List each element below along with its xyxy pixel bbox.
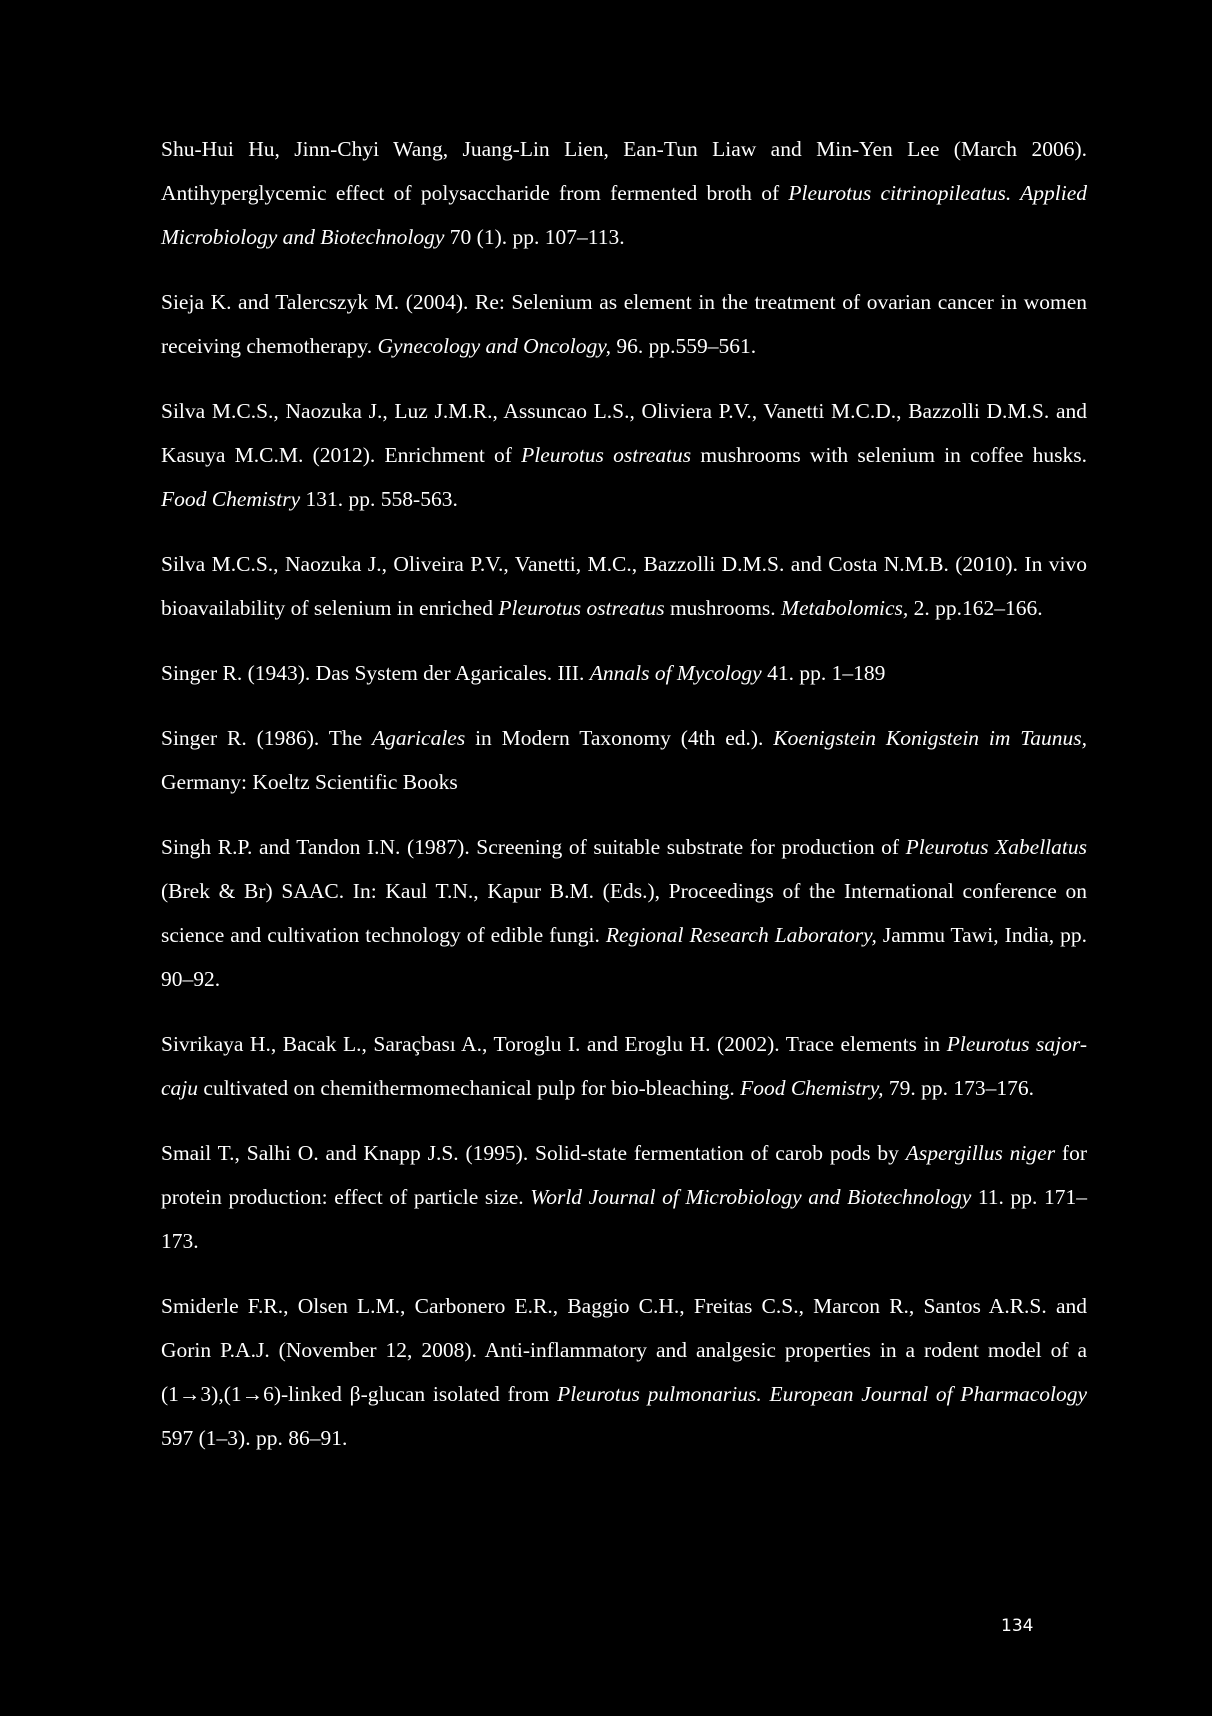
reference-italic-text: Pleurotus sajor-caju [161,1032,1087,1100]
reference-text: Singh R.P. and Tandon I.N. (1987). Screening of suitable substrate for production of [161,835,906,859]
reference-italic-text: Metabolomics, [781,596,909,620]
reference-text: 96. pp.559–561. [610,334,757,358]
reference-italic-text: Food Chemistry, [740,1076,884,1100]
reference-entry [161,389,1087,521]
reference-text: Smail T., Salhi O. and Knapp J.S. (1995). Solid-state fermentation of carob pods by [161,1141,906,1165]
reference-text: (Brek & Br) SAAC. In: Kaul T.N., Kapur B.M. (Eds.), Proceedings of the International conference on science and cultivation technology of edible fungi. [161,879,1087,947]
reference-italic-text: Agaricales [372,726,466,750]
reference-italic-text: Pleurotus ostreatus [498,596,665,620]
reference-entry [161,280,1087,368]
reference-text: Jammu Tawi, India, pp. 90–92. [161,923,1087,991]
page-number: 134 [1001,1616,1034,1636]
reference-italic-text: Pleurotus pulmonarius. [557,1382,762,1406]
reference-text: mushrooms. [664,596,782,620]
reference-italic-text: Regional Research Laboratory, [605,923,877,947]
reference-text: Sivrikaya H., Bacak L., Saraçbası A., Toroglu I. and Eroglu H. (2002). Trace elements in [161,1032,947,1056]
reference-text: Shu-Hui Hu, Jinn-Chyi Wang, Juang-Lin Lien, Ean-Tun Liaw and Min-Yen Lee (March 2006). Antihyperglycemic effect of polysaccharide from fermented broth of [161,137,1087,205]
reference-text: 11. pp. 171–173. [161,1185,1087,1253]
reference-text: Germany: Koeltz Scientific Books [161,770,458,794]
reference-text [762,1382,770,1406]
reference-italic-text: European Journal of Pharmacology [769,1382,1088,1406]
reference-text: 597 (1–3). pp. 86–91. [161,1426,348,1450]
reference-entry [161,542,1087,630]
reference-entry [161,651,1087,695]
reference-italic-text: World Journal of Microbiology and Biotechnology [530,1185,972,1209]
reference-text: 79. pp. 173–176. [883,1076,1034,1100]
reference-italic-text: Pleurotus citrinopileatus. Applied Microbiology and Biotechnology [161,181,1087,249]
reference-entry [161,1022,1087,1110]
reference-text: Smiderle F.R., Olsen L.M., Carbonero E.R., Baggio C.H., Freitas C.S., Marcon R., Santos A.R.S. and Gorin P.A.J. (November 12, 2008). Anti-inflammatory and analgesic properties in a rodent model of a (1→3),(1→6)-linked β-glucan isolated from [161,1294,1087,1406]
reference-entry [161,716,1087,804]
reference-italic-text: Pleurotus ostreatus [521,443,692,467]
reference-entry [161,127,1087,259]
reference-text: for protein production: effect of particle size. [161,1141,1087,1209]
reference-entry [161,1131,1087,1263]
reference-entry [161,825,1087,1001]
reference-text: Singer R. (1943). Das System der Agaricales. III. [161,661,590,685]
reference-italic-text: Gynecology and Oncology, [377,334,611,358]
reference-text: 131. pp. 558-563. [300,487,458,511]
reference-text: 2. pp.162–166. [908,596,1043,620]
reference-text: cultivated on chemithermomechanical pulp for bio-bleaching. [198,1076,741,1100]
reference-italic-text: Koenigstein Konigstein im Taunus, [773,726,1088,750]
reference-italic-text: Annals of Mycology [589,661,762,685]
reference-text: 70 (1). pp. 107–113. [444,225,625,249]
reference-text: mushrooms with selenium in coffee husks. [691,443,1087,467]
reference-text: Sieja K. and Talercszyk M. (2004). Re: Selenium as element in the treatment of ovarian cancer in women receiving chemotherapy. [161,290,1087,358]
reference-entry [161,1284,1087,1460]
reference-italic-text: Pleurotus Xabellatus [905,835,1087,859]
reference-italic-text: Aspergillus niger [905,1141,1056,1165]
reference-text: 41. pp. 1–189 [761,661,886,685]
reference-text: in Modern Taxonomy (4th ed.). [465,726,774,750]
reference-list [161,127,1087,1481]
reference-text: Singer R. (1986). The [161,726,373,750]
reference-text: Silva M.C.S., Naozuka J., Luz J.M.R., Assuncao L.S., Oliviera P.V., Vanetti M.C.D., Bazzolli D.M.S. and Kasuya M.C.M. (2012). Enrichment of [161,399,1087,467]
reference-italic-text: Food Chemistry [161,487,301,511]
reference-text: Silva M.C.S., Naozuka J., Oliveira P.V., Vanetti, M.C., Bazzolli D.M.S. and Costa N.M.B. (2010). In vivo bioavailability of selenium in enriched [161,552,1087,620]
